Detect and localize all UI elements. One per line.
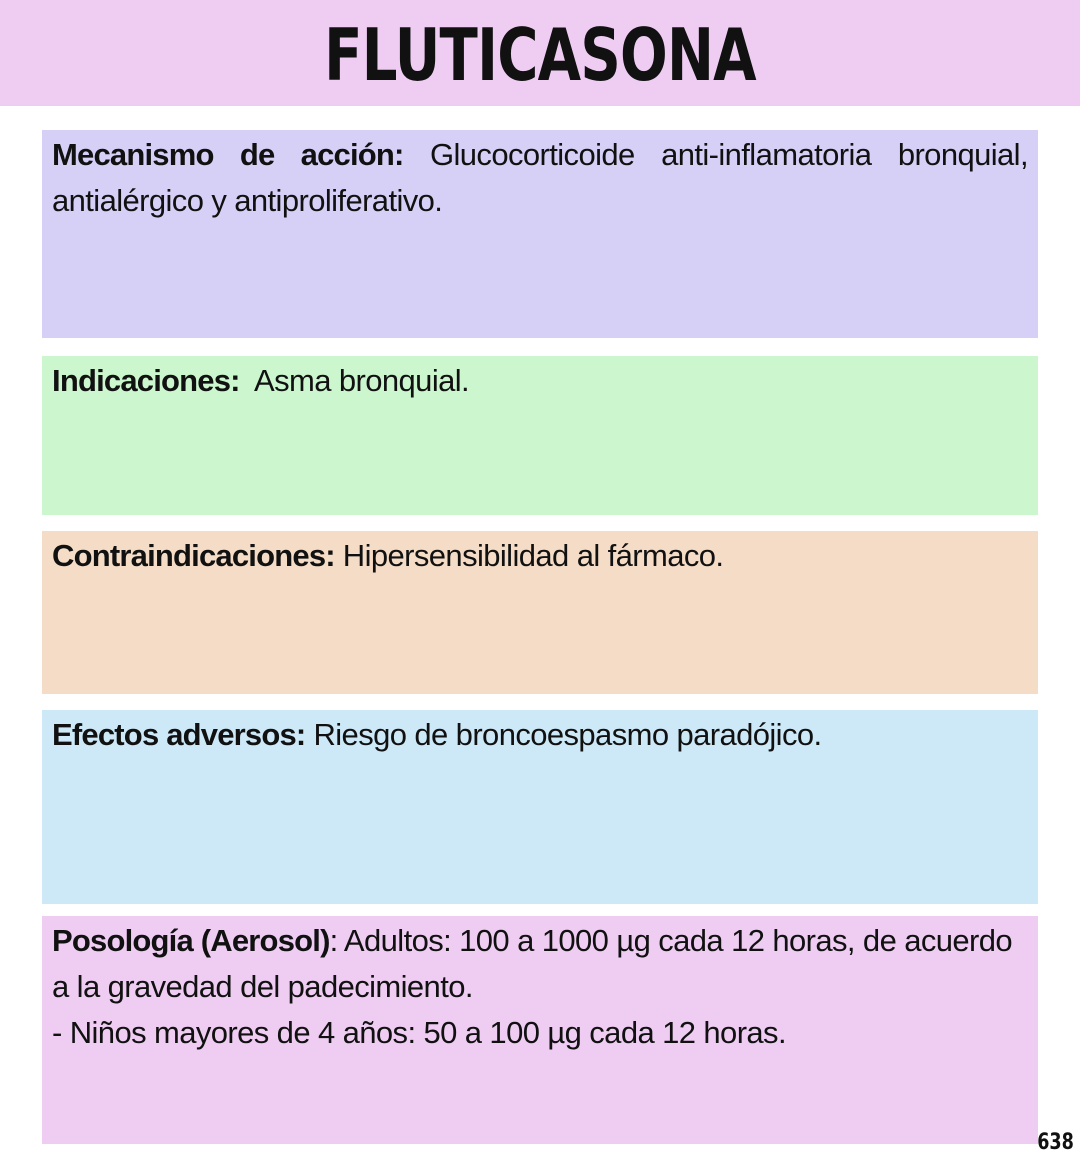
indications-label: Indicaciones: [52,363,240,398]
dosage-section [42,916,1038,1144]
page-number: 638 [1037,1130,1074,1155]
mechanism-label: Mecanismo de acción: [52,137,404,172]
page-title: FLUTICASONA [324,13,756,97]
contraindications-section [42,531,1038,694]
dosage-label: Posología (Aerosol) [52,923,330,958]
dosage-text: : Adultos: 100 a 1000 µg cada 12 horas, de acuerdo a la gravedad del padecimiento. [52,923,1013,1004]
adverse-effects-section [42,710,1038,904]
mechanism-text: Glucocorticoide anti-inflamatoria bronquial, antialérgico y antiproliferativo. [52,137,1028,218]
mechanism-section [42,130,1038,338]
adverse-effects-label: Efectos adversos: [52,717,306,752]
indications-section [42,356,1038,515]
title-banner [0,0,1080,106]
indications-text: Asma bronquial. [239,363,470,398]
contraindications-text: Hipersensibilidad al fármaco. [334,538,724,573]
dosage-children-line: - Niños mayores de 4 años: 50 a 100 µg cada 12 horas. [52,1015,786,1050]
adverse-effects-text: Riesgo de broncoespasmo paradójico. [305,717,822,752]
contraindications-label: Contraindicaciones: [52,538,335,573]
